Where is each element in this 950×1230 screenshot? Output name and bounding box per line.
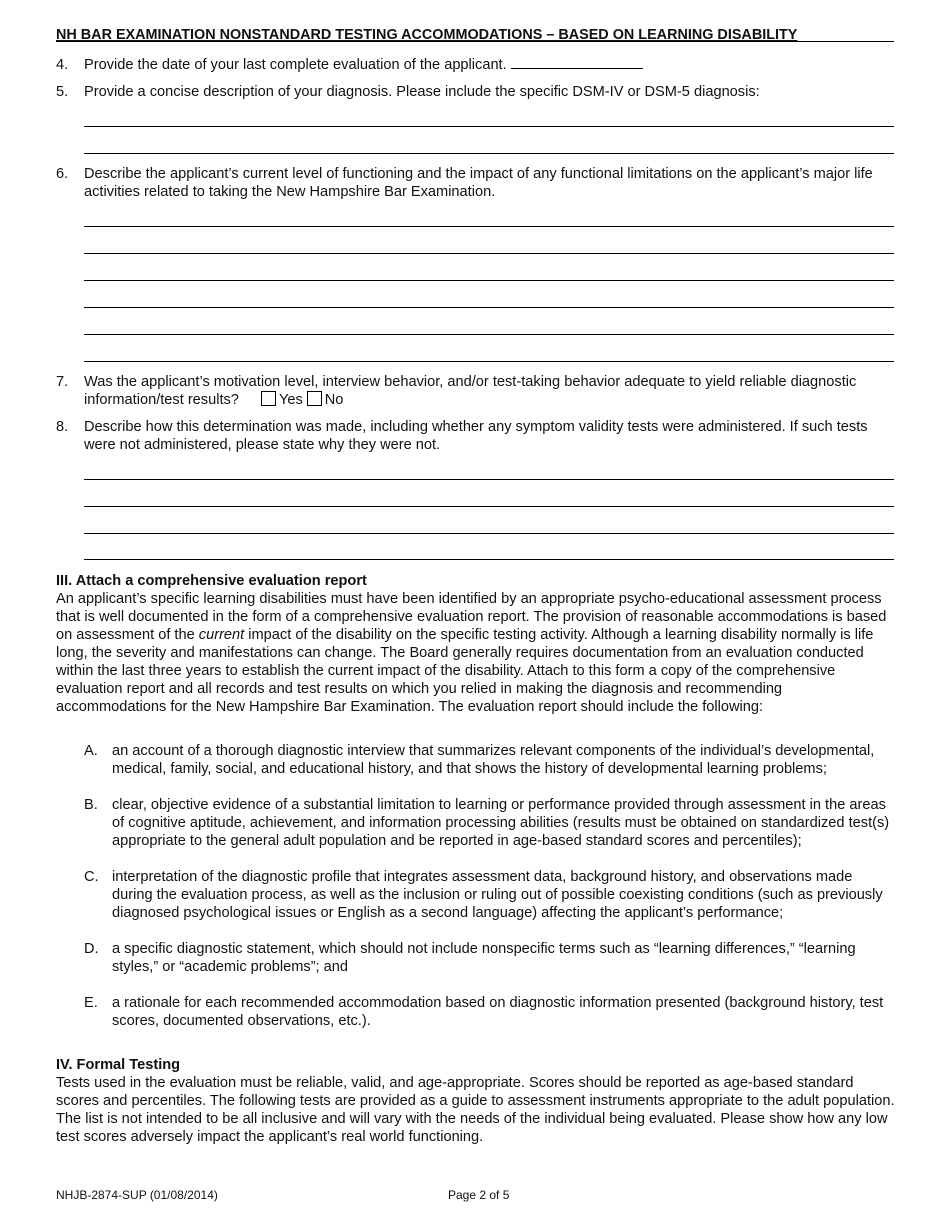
paragraph-text: impact of the disability on the specific testing activity. Although a learning disability normally is life long, the severity and manifestations can change. The Board generally requires documentation from an evaluation conducted within the last three years to establish the current impact of the disability. Attach to this form a copy of the comprehensive evaluation report and all records and test results on which you relied in making the diagnosis and recommending accommodations for the New Hampshire Bar Examination. The evaluation report should include the following: [56, 627, 874, 715]
yes-checkbox[interactable] [261, 391, 276, 406]
list-item [84, 796, 896, 850]
list-item [84, 742, 896, 778]
answer-line[interactable] [84, 307, 894, 308]
answer-line[interactable] [84, 559, 894, 560]
requirements-list [84, 742, 896, 1048]
answer-line[interactable] [84, 253, 894, 254]
answer-line[interactable] [84, 533, 894, 534]
paragraph-text: An applicant’s specific learning disabilities must have been identified by an appropriate psycho-educational assessment process that is well documented in the form of a comprehensive evaluation report. The provision of reasonable accommodations is based on assessment of the [56, 591, 887, 643]
question-5 [56, 83, 894, 101]
question-4 [56, 56, 894, 74]
question-text: Provide the date of your last complete evaluation of the applicant. [84, 57, 507, 73]
question-text: Was the applicant’s motivation level, interview behavior, and/or test-taking behavior adequate to yield reliable diagnostic information/test results? [84, 374, 857, 408]
section-3-paragraph [56, 590, 896, 716]
list-text: a rationale for each recommended accommodation based on diagnostic information presented (background history, test scores, documented observations, etc.). [112, 995, 884, 1029]
question-number: 4. [56, 57, 69, 73]
list-text: a specific diagnostic statement, which should not include nonspecific terms such as “learning differences,” “learning styles,” or “academic problems”; and [112, 941, 856, 975]
answer-line[interactable] [84, 280, 894, 281]
answer-line[interactable] [84, 126, 894, 127]
no-label: No [324, 392, 344, 408]
list-text: an account of a thorough diagnostic interview that summarizes relevant components of the individual’s developmental, medical, family, social, and educational history, and that shows the history of developmental learning problems; [112, 743, 875, 777]
answer-line[interactable] [84, 153, 894, 154]
list-item [84, 994, 896, 1030]
answer-line[interactable] [84, 226, 894, 227]
answer-line[interactable] [84, 479, 894, 480]
question-6 [56, 165, 894, 201]
form-id: NHJB-2874-SUP (01/08/2014) [56, 1188, 218, 1202]
list-item [84, 868, 896, 922]
answer-line[interactable] [84, 506, 894, 507]
question-number: 5. [56, 84, 69, 100]
section-4-title: IV. Formal Testing [56, 1057, 181, 1073]
evaluation-date-field[interactable] [511, 56, 643, 69]
question-text: Describe the applicant’s current level of functioning and the impact of any functional limitations on the applicant’s major life activities related to taking the New Hampshire Bar Examination. [84, 166, 873, 200]
question-8 [56, 418, 894, 454]
no-checkbox[interactable] [307, 391, 322, 406]
question-7 [56, 373, 894, 409]
answer-line[interactable] [84, 334, 894, 335]
question-number: 6. [56, 166, 69, 182]
page-number: Page 2 of 5 [448, 1188, 510, 1202]
list-letter: A. [84, 743, 98, 759]
form-header-title: NH BAR EXAMINATION NONSTANDARD TESTING ACCOMMODATIONS – BASED ON LEARNING DISABILITY [56, 26, 894, 42]
section-4-paragraph: Tests used in the evaluation must be reliable, valid, and age-appropriate. Scores should be reported as age-based standard scores and percentiles. The following tests are provided as a guide to assessment instruments appropriate to the adult population. The list is not intended to be all inclusive and will vary with the needs of the individual being evaluated. Please show how any low test scores adversely impact the applicant’s real world functioning. [56, 1075, 895, 1145]
list-letter: E. [84, 995, 98, 1011]
emphasis-text: current [198, 627, 245, 643]
section-3-title: III. Attach a comprehensive evaluation report [56, 573, 367, 589]
list-letter: B. [84, 797, 98, 813]
list-text: interpretation of the diagnostic profile that integrates assessment data, background history, and observations made during the evaluation process, as well as the inclusion or ruling out of possible coexisting conditions (such as previously diagnosed psychological issues or English as a second language) affecting the applicant’s performance; [112, 869, 883, 921]
list-letter: D. [84, 941, 99, 957]
question-text: Describe how this determination was made, including whether any symptom validity tests were administered. If such tests were not administered, please state why they were not. [84, 419, 868, 453]
list-letter: C. [84, 869, 99, 885]
list-item [84, 940, 896, 976]
answer-line[interactable] [84, 361, 894, 362]
question-text: Provide a concise description of your diagnosis. Please include the specific DSM-IV or DSM-5 diagnosis: [84, 84, 760, 100]
question-number: 7. [56, 374, 69, 390]
yes-label: Yes [278, 392, 303, 408]
question-number: 8. [56, 419, 69, 435]
list-text: clear, objective evidence of a substantial limitation to learning or performance provided through assessment in the areas of cognitive aptitude, achievement, and information processing abilities (results must be obtained on standardized test(s) appropriate to the general adult population and be reported in age-based standard scores and percentiles); [112, 797, 890, 849]
